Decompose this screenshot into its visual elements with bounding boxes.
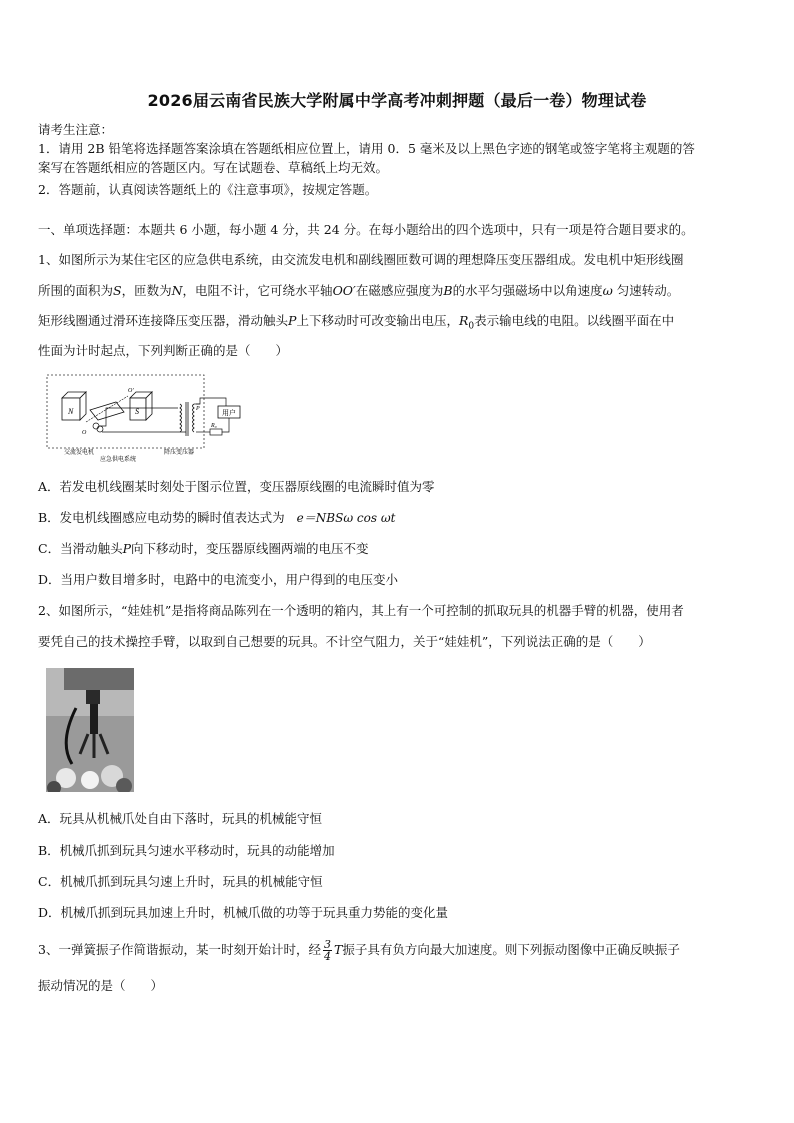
q1-text: 匀速转动。	[612, 283, 680, 298]
transformer-secondary-coil	[193, 404, 195, 432]
q2-option-c: C．机械爪抓到玩具匀速上升时，玩具的机械能守恒	[38, 874, 323, 889]
system-caption: 应急供电系统	[100, 457, 137, 462]
fraction-three-quarters	[323, 939, 332, 962]
fraction-numerator: 3	[323, 938, 331, 951]
symbol-axis: OO′	[332, 283, 356, 298]
q2-option-a: A．玩具从机械爪处自由下落时，玩具的机械能守恒	[38, 811, 323, 826]
q3-text: 3、一弹簧振子作简谐振动，某一时刻开始计时，经	[38, 942, 321, 957]
power-system-figure	[46, 374, 206, 462]
q3-line-2: 振动情况的是（ ）	[38, 978, 164, 993]
r0-label: R₀	[211, 423, 217, 429]
transformer-caption: 降压变压器	[164, 450, 195, 456]
q1-line-1: 1、如图所示为某住宅区的应急供电系统，由交流发电机和副线圈匝数可调的理想降压变压器组成。发电机中矩形线圈	[38, 252, 684, 267]
q2-line-1: 2、如图所示，“娃娃机”是指将商品陈列在一个透明的箱内，其上有一个可控制的抓取玩具的机器手臂的机器，使用者	[38, 603, 684, 618]
symbol-omega: ω	[602, 283, 613, 298]
transformer-primary-coil	[180, 404, 182, 432]
q1-option-d: D．当用户数目增多时，电路中的电流变小，用户得到的电压变小	[38, 572, 399, 587]
q1-text: 的水平匀强磁场中以角速度	[452, 283, 603, 298]
claw-housing	[64, 668, 134, 690]
notice-heading: 请考生注意：	[38, 122, 114, 137]
symbol-P: P	[288, 313, 297, 328]
user-label: 用户	[222, 410, 236, 417]
q1-text: ，匝数为	[121, 283, 172, 298]
fraction-denominator: 4	[323, 950, 331, 963]
magnet-n-label: N	[68, 407, 74, 416]
q3-line-1	[38, 936, 680, 964]
toy	[81, 771, 99, 789]
q1-text: 所围的面积为	[38, 283, 114, 298]
symbol-R0: R	[458, 313, 469, 328]
claw-shaft	[90, 704, 98, 734]
q1-text: 表示输电线的电阻。以线圈平面在中	[474, 313, 675, 328]
q1-option-b-formula: e＝NBSω cos ωt	[296, 511, 396, 525]
axis-label-o: O	[82, 430, 87, 436]
q2-line-2: 要凭自己的技术操控手臂，以取到自己想要的玩具。不计空气阻力，关于“娃娃机”，下列说法正确的是（ ）	[38, 634, 651, 649]
slider-label-p: P	[196, 406, 200, 412]
symbol-R0-subscript: 0	[468, 321, 475, 332]
q1-option-c	[38, 541, 369, 557]
notice-item-2: 2．答题前，认真阅读答题纸上的《注意事项》，按规定答题。	[38, 182, 378, 197]
symbol-P: P	[122, 541, 131, 556]
slip-ring	[97, 426, 103, 432]
claw-machine-photo	[46, 668, 134, 792]
r0-resistor	[210, 429, 222, 435]
q1-option-a: A．若发电机线圈某时刻处于图示位置，变压器原线圈的电流瞬时值为零	[38, 479, 435, 494]
page-title: 2026届云南省民族大学附属中学高考冲刺押题（最后一卷）物理试卷	[147, 91, 647, 110]
q1-option-c-text: 向下移动时，变压器原线圈两端的电压不变	[131, 541, 369, 556]
q1-line-4: 性面为计时起点，下列判断正确的是（ ）	[38, 343, 289, 358]
user-wire-right	[222, 418, 229, 432]
q1-line-2	[38, 283, 679, 299]
q1-option-b	[38, 510, 395, 526]
symbol-N: N	[171, 283, 183, 298]
q1-text: 上下移动时可改变输出电压，	[296, 313, 459, 328]
symbol-S: S	[113, 283, 122, 298]
axis-label-o-prime: O′	[128, 388, 134, 394]
symbol-B: B	[443, 283, 453, 298]
q1-text: ，电阻不计，它可绕水平轴	[182, 283, 333, 298]
claw-mount	[86, 690, 100, 704]
notice-item-1-line-1: 1．请用 2B 铅笔将选择题答案涂填在答题纸相应位置上，请用 0．5 毫米及以上黑色字迹的钢笔或签字笔将主观题的答	[38, 141, 695, 156]
symbol-T: T	[333, 942, 343, 957]
slip-ring	[93, 423, 99, 429]
magnet-s-label: S	[135, 407, 139, 416]
q1-line-3	[38, 313, 674, 335]
q2-option-d: D．机械爪抓到玩具加速上升时，机械爪做的功等于玩具重力势能的变化量	[38, 905, 449, 920]
q1-option-c-text: C．当滑动触头	[38, 541, 123, 556]
user-wire-top	[196, 398, 226, 406]
rotating-coil	[90, 402, 124, 420]
notice-item-1-line-2: 案写在答题纸相应的答题区内。写在试题卷、草稿纸上均无效。	[38, 160, 389, 175]
section-heading: 一、单项选择题：本题共 6 小题，每小题 4 分，共 24 分。在每小题给出的四个选项中，只有一项是符合题目要求的。	[38, 222, 694, 237]
q1-option-b-text: B．发电机线圈感应电动势的瞬时值表达式为	[38, 510, 285, 525]
q3-text: 振子具有负方向最大加速度。则下列振动图像中正确反映振子	[342, 942, 680, 957]
q1-text: 在磁感应强度为	[355, 283, 444, 298]
q2-option-b: B．机械爪抓到玩具匀速水平移动时，玩具的动能增加	[38, 843, 335, 858]
q1-text: 矩形线圈通过滑环连接降压变压器，滑动触头	[38, 313, 289, 328]
user-load-figure	[196, 396, 244, 440]
generator-caption: 交流发电机	[64, 450, 95, 456]
